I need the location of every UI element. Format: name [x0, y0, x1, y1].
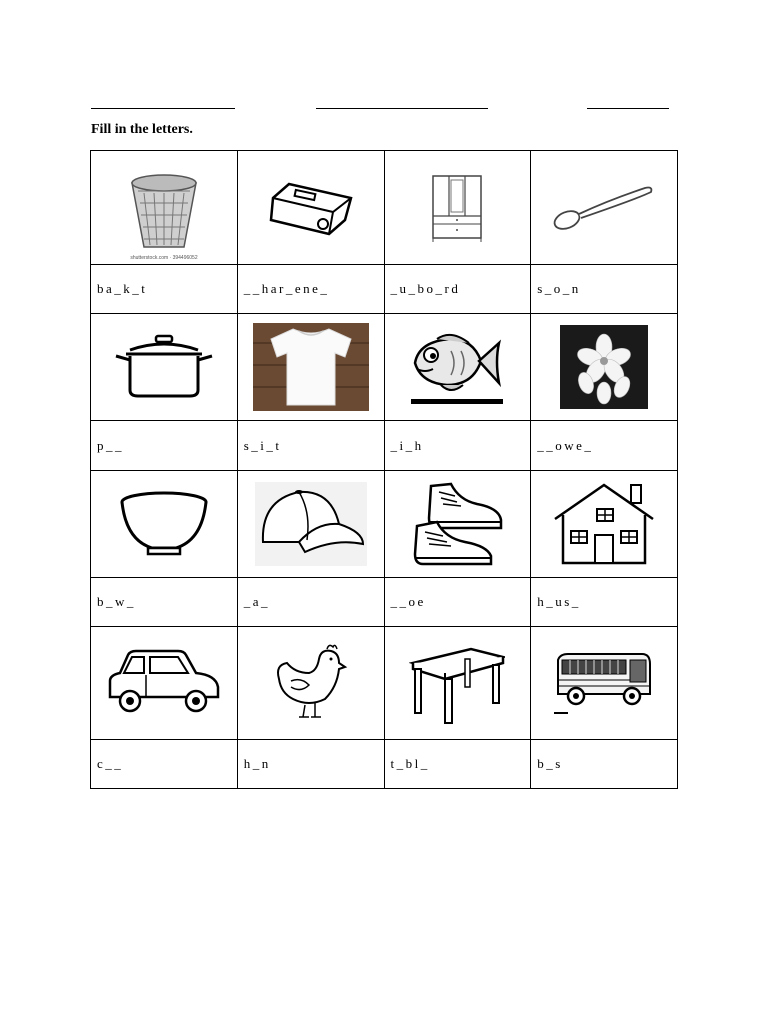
sharpener-picture: [261, 168, 361, 248]
worksheet-grid: [90, 150, 678, 789]
hen-picture: [269, 643, 353, 723]
fish-picture: [411, 329, 503, 405]
word-cell[interactable]: h_us_: [531, 578, 678, 627]
picture-cell: [384, 627, 531, 740]
house-picture: [551, 481, 657, 567]
cap-picture: [255, 482, 367, 566]
word-cell[interactable]: s_i_t: [237, 421, 384, 471]
picture-cell: [531, 151, 678, 265]
word-cell[interactable]: _i_h: [384, 421, 531, 471]
picture-cell: [531, 471, 678, 578]
word-cell[interactable]: t_bl_: [384, 740, 531, 789]
picture-cell: [91, 471, 238, 578]
word-cell[interactable]: __har_ene_: [237, 265, 384, 314]
date-blank-line[interactable]: [587, 108, 669, 109]
word-cell[interactable]: b_s: [531, 740, 678, 789]
cupboard-picture: [427, 172, 487, 244]
table-picture: [409, 641, 505, 725]
word-cell[interactable]: p__: [91, 421, 238, 471]
picture-cell: [237, 151, 384, 265]
word-cell[interactable]: h_n: [237, 740, 384, 789]
word-cell[interactable]: _a_: [237, 578, 384, 627]
name-blank-line[interactable]: [91, 108, 235, 109]
picture-cell: [531, 627, 678, 740]
shoe-picture: [407, 478, 507, 570]
picture-cell: [384, 314, 531, 421]
picture-cell: [91, 314, 238, 421]
basket-picture: [114, 155, 214, 261]
picture-cell: [384, 471, 531, 578]
picture-cell: [237, 314, 384, 421]
picture-cell: [91, 151, 238, 265]
bowl-picture: [118, 488, 210, 560]
picture-cell: [384, 151, 531, 265]
shirt-picture: [253, 323, 369, 411]
class-blank-line[interactable]: [316, 108, 488, 109]
flower-picture: [560, 325, 648, 409]
stock-caption: shutterstock.com · 394496052: [130, 254, 198, 261]
word-cell[interactable]: s_o_n: [531, 265, 678, 314]
word-cell[interactable]: b_w_: [91, 578, 238, 627]
car-picture: [104, 647, 224, 719]
picture-cell: [531, 314, 678, 421]
word-cell[interactable]: __oe: [384, 578, 531, 627]
picture-cell: [237, 471, 384, 578]
spoon-picture: [549, 178, 659, 238]
pot-picture: [112, 332, 216, 402]
instruction-heading: Fill in the letters.: [91, 122, 193, 137]
word-cell[interactable]: ba_k_t: [91, 265, 238, 314]
bus-picture: [554, 648, 654, 718]
picture-cell: [237, 627, 384, 740]
word-cell[interactable]: c__: [91, 740, 238, 789]
word-cell[interactable]: __owe_: [531, 421, 678, 471]
word-cell[interactable]: _u_bo_rd: [384, 265, 531, 314]
picture-cell: [91, 627, 238, 740]
